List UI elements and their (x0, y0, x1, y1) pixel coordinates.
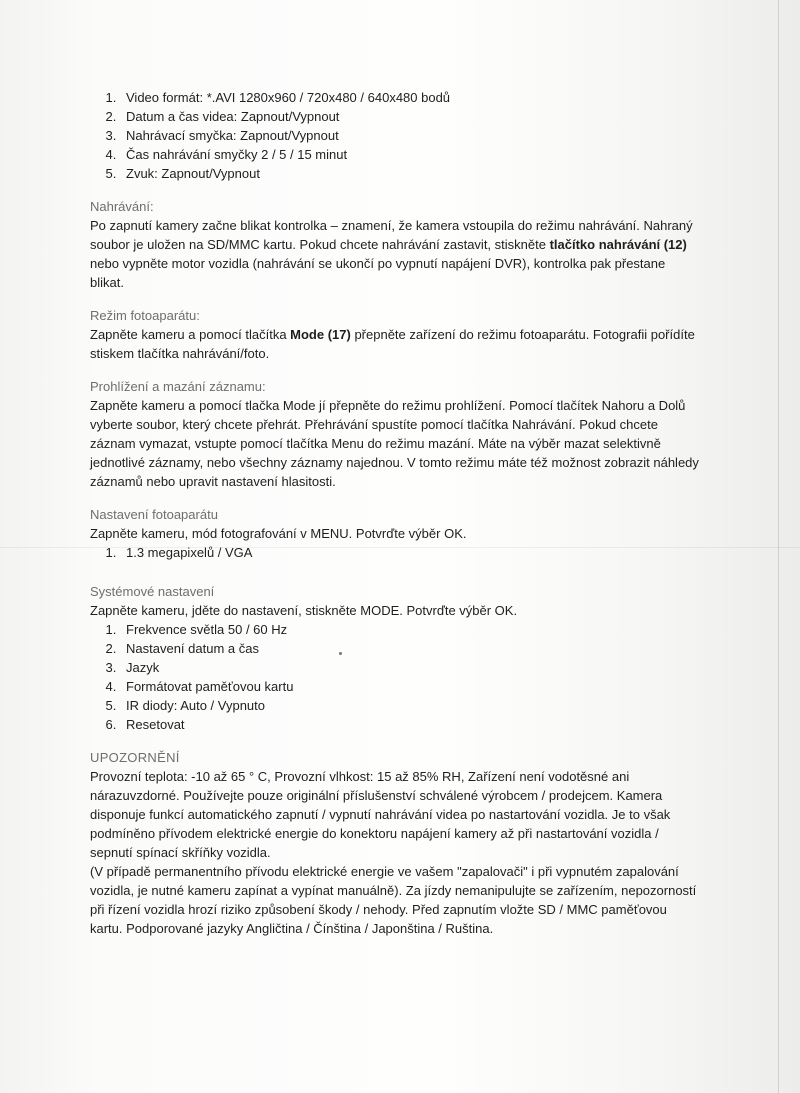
browse-delete-paragraph: Zapněte kameru a pomocí tlačka Mode jí přepněte do režimu prohlížení. Pomocí tlačítek Nahoru a Dolů vyberte soubor, který chcete přehrát. Přehrávání spustíte pomocí tlačítka Nahrávání. Pokud chcete záznam vymazat, vstupte pomocí tlačítka Menu do režimu mazání. Máte na výběr mazat selektivně jednotlivé záznamy, nebo všechny záznamy najednou. V tomto režimu máte též možnost zobrazit náhledy záznamů nebo upravit nastavení hlasitosti. (90, 398, 699, 489)
recording-heading: Nahrávání: (90, 199, 154, 214)
list-item: 4. Čas nahrávání smyčky 2 / 5 / 15 minut (120, 145, 702, 164)
system-settings-paragraph: Zapněte kameru, jděte do nastavení, stiskněte MODE. Potvrďte výběr OK. (90, 603, 518, 618)
list-item: 3. Jazyk (120, 658, 702, 677)
camera-settings-paragraph: Zapněte kameru, mód fotografování v MENU. Potvrďte výběr OK. (90, 526, 467, 541)
list-item: 1. 1.3 megapixelů / VGA (120, 543, 702, 562)
list-item: 3. Nahrávací smyčka: Zapnout/Vypnout (120, 126, 702, 145)
camera-settings-list (90, 543, 702, 562)
list-item: 2. Nastavení datum a čas (120, 639, 702, 658)
camera-settings-heading: Nastavení fotoaparátu (90, 507, 218, 522)
camera-mode-bold: Mode (17) (290, 327, 351, 342)
system-settings-list (90, 620, 702, 734)
features-list (90, 88, 702, 183)
list-item: 5. Zvuk: Zapnout/Vypnout (120, 164, 702, 183)
camera-mode-text-end: přepněte zařízení do režimu fotoaparátu. Fotografii pořídíte stiskem tlačítka nahrávání/foto. (90, 327, 695, 361)
camera-mode-text: Zapněte kameru a pomocí tlačítka (90, 327, 291, 342)
list-item: 1. Video formát: *.AVI 1280x960 / 720x480 / 640x480 bodů (120, 88, 702, 107)
list-item: 2. Datum a čas videa: Zapnout/Vypnout (120, 107, 702, 126)
camera-mode-paragraph (90, 325, 702, 363)
list-item: 5. IR diody: Auto / Vypnuto (120, 696, 702, 715)
camera-mode-heading: Režim fotoaparátu: (90, 308, 200, 323)
recording-bold: tlačítko nahrávání (12) (549, 237, 687, 252)
recording-paragraph (90, 216, 702, 292)
list-item: 6. Resetovat (120, 715, 702, 734)
system-settings-heading: Systémové nastavení (90, 584, 215, 599)
list-item: 4. Formátovat paměťovou kartu (120, 677, 702, 696)
warning-paragraph-2: (V případě permanentního přívodu elektrické energie ve vašem "zapalovači" i při vypnutém zapalování vozidla, je nutné kameru zapínat a vypínat manuálně). Za jízdy nemanipulujte se zařízením, nepozorností při řízení vozidla hrozí riziko způsobení škody / nehody. Před zapnutím vložte SD / MMC paměťovou kartu. Podporované jazyky Angličtina / Čínština / Japonština / Ruština. (90, 864, 697, 936)
document-body (90, 88, 702, 938)
recording-text: Po zapnutí kamery začne blikat kontrolka – znamení, že kamera vstoupila do režimu nahrávání. Nahraný soubor je uložen na SD/MMC kartu. Pokud chcete nahrávání zastavit, stiskněte (90, 218, 693, 252)
list-item: 1. Frekvence světla 50 / 60 Hz (120, 620, 702, 639)
paper-edge-right (778, 0, 779, 1093)
warning-paragraph-1: Provozní teplota: -10 až 65 ° C, Provozní vlhkost: 15 až 85% RH, Zařízení není vodotěsné ani nárazuvzdorné. Používejte pouze originální příslušenství schválené výrobcem / prodejcem. Kamera disponuje funkcí automatického zapnutí / vypnutí nahrávání videa po nastartování vozidla. Je to však podmíněno přívodem elektrické energie do konektoru napájení kamery až při nastartování vozidla / sepnutí spínací skříňky vozidla. (90, 769, 671, 860)
recording-text-end: nebo vypněte motor vozidla (nahrávání se ukončí po vypnutí napájení DVR), kontrolka pak přestane blikat. (90, 256, 666, 290)
browse-delete-heading: Prohlížení a mazání záznamu: (90, 379, 266, 394)
warning-heading: UPOZORNĚNÍ (90, 750, 180, 765)
